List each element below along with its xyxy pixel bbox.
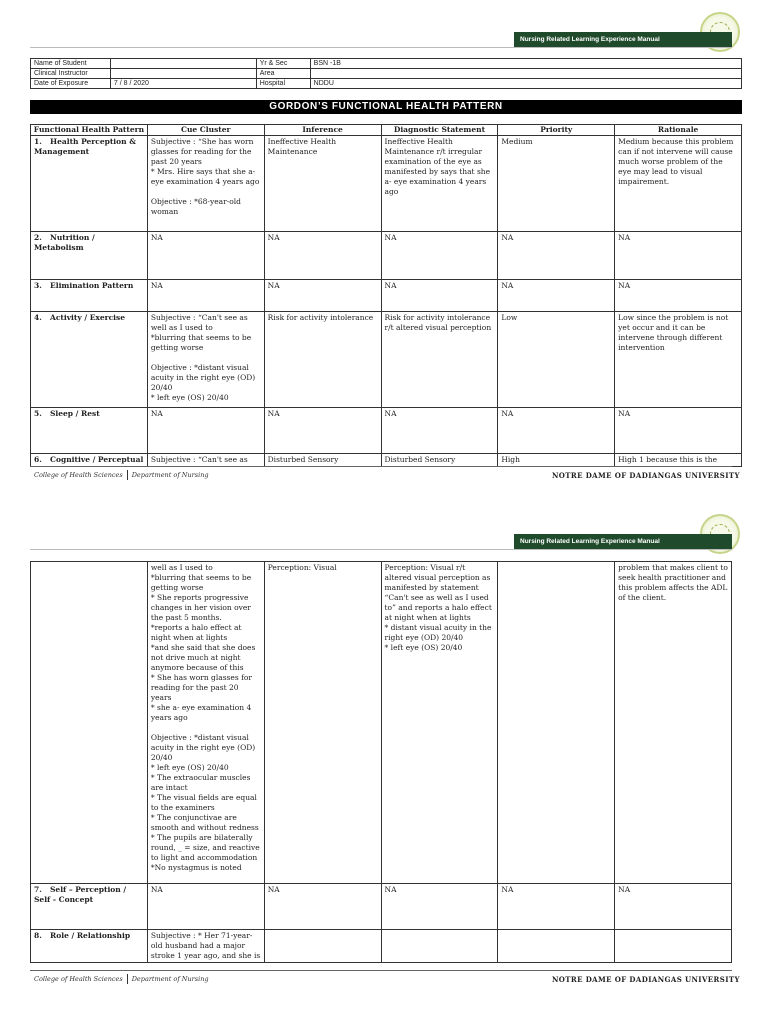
inference-cell: NA bbox=[264, 408, 381, 454]
fhp-table-page-2 bbox=[30, 561, 732, 963]
footer-university: NOTRE DAME OF DADIANGAS UNIVERSITY bbox=[552, 471, 740, 480]
hospital-label: Hospital bbox=[256, 79, 310, 89]
rationale-cell: problem that makes client to seek health practitioner and this problem affects the ADL of the client. bbox=[615, 562, 732, 884]
college-name: College of Health Sciences bbox=[34, 471, 123, 479]
inference-cell: Risk for activity intolerance bbox=[264, 312, 381, 408]
college-name: College of Health Sciences bbox=[34, 975, 123, 983]
manual-banner: Nursing Related Learning Experience Manual bbox=[514, 534, 732, 550]
col-header-inference: Inference bbox=[264, 125, 381, 136]
yrsec-value: BSN -1B bbox=[310, 59, 741, 69]
header-rule bbox=[30, 549, 732, 550]
rationale-cell: Low since the problem is not yet occur and it can be intervene through different intervention bbox=[615, 312, 742, 408]
table-row bbox=[31, 232, 742, 280]
diagnostic-cell: Disturbed Sensory bbox=[381, 454, 498, 467]
priority-cell: Medium bbox=[498, 136, 615, 232]
pattern-number: 5. bbox=[34, 409, 42, 418]
priority-cell: NA bbox=[498, 232, 615, 280]
hospital-value: NDDU bbox=[310, 79, 741, 89]
fhp-table-page-1 bbox=[30, 124, 742, 467]
diagnostic-cell: NA bbox=[381, 884, 498, 930]
pattern-cell bbox=[31, 562, 148, 884]
rationale-cell: High 1 because this is the bbox=[615, 454, 742, 467]
date-label: Date of Exposure bbox=[31, 79, 111, 89]
pattern-cell bbox=[31, 232, 148, 280]
pattern-label: Nutrition / Metabolism bbox=[34, 233, 95, 252]
department-name: Department of Nursing bbox=[131, 975, 209, 983]
page-title: GORDON’S FUNCTIONAL HEALTH PATTERN bbox=[30, 100, 742, 114]
cue-cell: NA bbox=[147, 280, 264, 312]
cue-cell: Subjective : “Can't see as well as I used to *blurring that seems to be getting worse Objective : *distant visual acuity in the right eye (OD) 20/40 * left eye (OS) 20/40 bbox=[147, 312, 264, 408]
cue-cell: NA bbox=[147, 232, 264, 280]
manual-banner: Nursing Related Learning Experience Manual bbox=[514, 32, 732, 48]
department-name: Department of Nursing bbox=[131, 471, 209, 479]
table-row bbox=[31, 930, 732, 963]
pattern-number: 3. bbox=[34, 281, 42, 290]
inference-cell: NA bbox=[264, 232, 381, 280]
cue-cell: NA bbox=[147, 884, 264, 930]
area-label: Area bbox=[256, 69, 310, 79]
table-row bbox=[31, 280, 742, 312]
date-value: 7 / 8 / 2020 bbox=[110, 79, 256, 89]
inference-cell: NA bbox=[264, 280, 381, 312]
table-row bbox=[31, 454, 742, 467]
priority-cell: High bbox=[498, 454, 615, 467]
pattern-number: 1. bbox=[34, 137, 42, 146]
inference-cell: Ineffective Health Maintenance bbox=[264, 136, 381, 232]
priority-cell bbox=[498, 930, 615, 963]
cue-cell: Subjective : * Her 71-year-old husband had a major stroke 1 year ago, and she is bbox=[147, 930, 264, 963]
rationale-cell bbox=[615, 930, 732, 963]
footer-rule bbox=[30, 466, 732, 467]
footer-college bbox=[34, 470, 209, 480]
diagnostic-cell: Ineffective Health Maintenance r/t irregular examination of the eye as manifested by says that she a- eye examination 4 years ago bbox=[381, 136, 498, 232]
diagnostic-cell: NA bbox=[381, 232, 498, 280]
pattern-label: Cognitive / Perceptual bbox=[50, 455, 144, 464]
pattern-number: 2. bbox=[34, 233, 42, 242]
pattern-label: Activity / Exercise bbox=[50, 313, 126, 322]
instructor-label: Clinical Instructor bbox=[31, 69, 111, 79]
student-value bbox=[110, 59, 256, 69]
priority-cell: NA bbox=[498, 280, 615, 312]
pattern-cell bbox=[31, 408, 148, 454]
cue-cell: well as I used to *blurring that seems to be getting worse * She reports progressive changes in her vision over the past 5 months. *reports a halo effect at night when at lights *and she said that she does not drive much at night anymore because of this * She has worn glasses for reading for the past 20 years * she a- eye examination 4 years ago Objective : *distant visual acuity in the right eye (OD) 20/40 * left eye (OS) 20/40 * The extraocular muscles are intact * The visual fields are equal to the examiners * The conjunctivae are smooth and without redness * The pupils are bilaterally round, _ = size, and reactive to light and accommodation *No nystagmus is noted bbox=[147, 562, 264, 884]
priority-cell: Low bbox=[498, 312, 615, 408]
footer-university: NOTRE DAME OF DADIANGAS UNIVERSITY bbox=[552, 975, 740, 984]
pattern-label: Sleep / Rest bbox=[50, 409, 100, 418]
pattern-cell bbox=[31, 454, 148, 467]
diagnostic-cell: Risk for activity intolerance r/t altered visual perception bbox=[381, 312, 498, 408]
priority-cell: NA bbox=[498, 884, 615, 930]
area-value bbox=[310, 69, 741, 79]
col-header-pattern: Functional Health Pattern bbox=[31, 125, 148, 136]
table-row bbox=[31, 562, 732, 884]
pattern-number: 6. bbox=[34, 455, 42, 464]
footer-college bbox=[34, 974, 209, 984]
cue-cell: Subjective : “She has worn glasses for reading for the past 20 years * Mrs. Hire says that she a- eye examination 4 years ago Objective : *68-year-old woman bbox=[147, 136, 264, 232]
header-rule bbox=[30, 47, 732, 48]
rationale-cell: NA bbox=[615, 280, 742, 312]
cue-cell: NA bbox=[147, 408, 264, 454]
table-row bbox=[31, 884, 732, 930]
pattern-label: Elimination Pattern bbox=[50, 281, 134, 290]
col-header-priority: Priority bbox=[498, 125, 615, 136]
inference-cell: Perception: Visual bbox=[264, 562, 381, 884]
cue-cell: Subjective : “Can't see as bbox=[147, 454, 264, 467]
rationale-cell: Medium because this problem can if not intervene will cause much worse problem of the eye may lead to visual impairement. bbox=[615, 136, 742, 232]
rationale-cell: NA bbox=[615, 884, 732, 930]
footer-rule bbox=[30, 970, 732, 971]
pattern-number: 7. bbox=[34, 885, 42, 894]
inference-cell: Disturbed Sensory bbox=[264, 454, 381, 467]
pattern-cell bbox=[31, 136, 148, 232]
rationale-cell: NA bbox=[615, 232, 742, 280]
pattern-label: Health Perception & Management bbox=[34, 137, 136, 156]
table-row bbox=[31, 136, 742, 232]
diagnostic-cell bbox=[381, 930, 498, 963]
student-info-table bbox=[30, 58, 742, 89]
pattern-cell bbox=[31, 312, 148, 408]
priority-cell bbox=[498, 562, 615, 884]
inference-cell: NA bbox=[264, 884, 381, 930]
page-2 bbox=[0, 512, 768, 1024]
student-label: Name of Student bbox=[31, 59, 111, 69]
col-header-cue: Cue Cluster bbox=[147, 125, 264, 136]
rationale-cell: NA bbox=[615, 408, 742, 454]
pattern-label: Self – Perception / Self - Concept bbox=[34, 885, 127, 904]
priority-cell: NA bbox=[498, 408, 615, 454]
yrsec-label: Yr & Sec bbox=[256, 59, 310, 69]
col-header-rationale: Rationale bbox=[615, 125, 742, 136]
pattern-cell bbox=[31, 930, 148, 963]
diagnostic-cell: NA bbox=[381, 280, 498, 312]
col-header-diagnostic: Diagnostic Statement bbox=[381, 125, 498, 136]
table-row bbox=[31, 408, 742, 454]
inference-cell bbox=[264, 930, 381, 963]
diagnostic-cell: Perception: Visual r/t altered visual perception as manifested by statement “Can't see as well as I used to” and reports a halo effect at night when at lights * distant visual acuity in the right eye (OD) 20/40 * left eye (OS) 20/40 bbox=[381, 562, 498, 884]
table-row bbox=[31, 312, 742, 408]
pattern-cell bbox=[31, 280, 148, 312]
pattern-cell bbox=[31, 884, 148, 930]
pattern-label: Role / Relationship bbox=[50, 931, 131, 940]
pattern-number: 4. bbox=[34, 313, 42, 322]
pattern-number: 8. bbox=[34, 931, 42, 940]
diagnostic-cell: NA bbox=[381, 408, 498, 454]
instructor-value bbox=[110, 69, 256, 79]
